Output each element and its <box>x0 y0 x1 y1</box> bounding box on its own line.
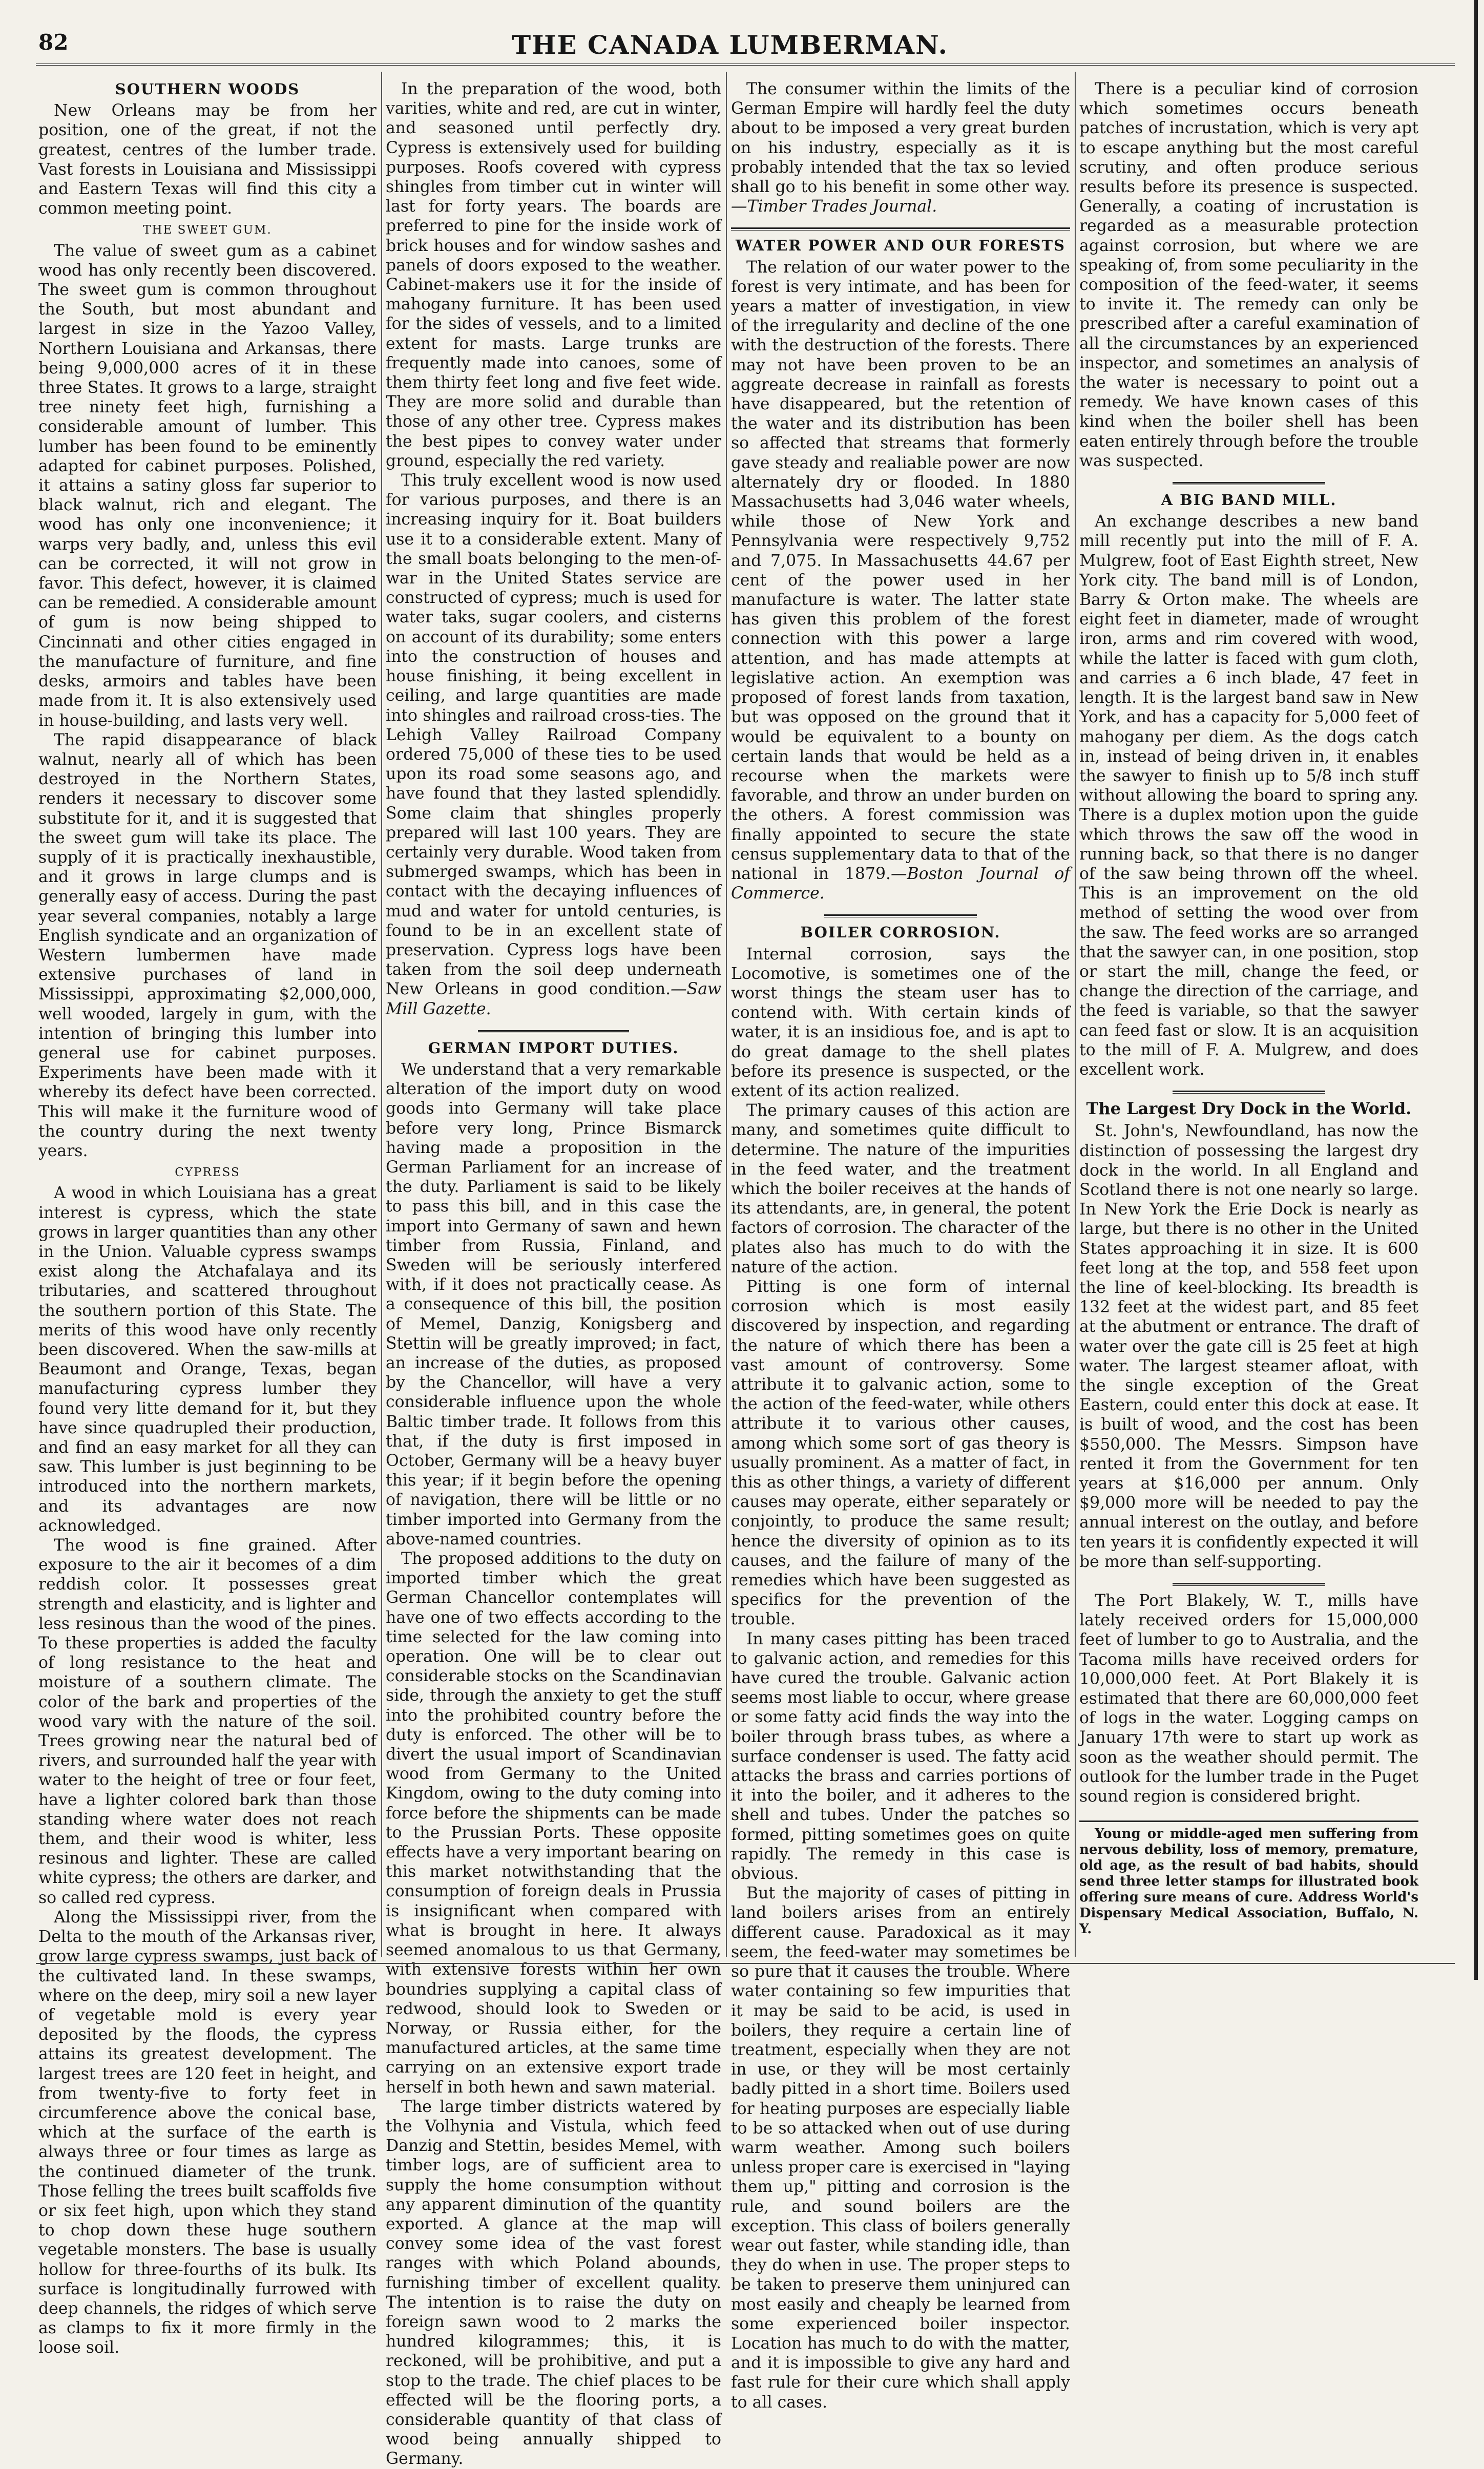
dry-dock-paragraph: St. John's, Newfoundland, has now the distinction of possessing the largest dry dock in the world. In all England and Scotland there is not one nearly so large. In New York the Erie Dock is nearly as large, but there is no other in the United States approaching it in size. It is 600 feet long at the top, and 558 feet upon the line of keel-blocking. Its breadth is 132 feet at the widest part, and 85 feet at the abutment or entrance. The draft of water over the gate cill is 25 feet at high water. The largest steamer afloat, with the single exception of the Great Eastern, could enter this dock at ease. It is built of wood, and the cost has been $550,000. The Messrs. Simpson have rented it from the Government for ten years at $16,000 per annum. Only $9,000 more will be needed to pay the annual interest on the outlay, and before ten years it is confidently expected it will be more than self-supporting. <box>1079 1122 1418 1571</box>
advertisement-text: Young or middle-aged men suffering from nervous debility, loss of memory, premature, old age, as the result of bad habits, should send three letter stamps for illustrated book offering sure means of cure. Address World's Dispensary Medical Association, Buffalo, N. Y. <box>1079 1826 1418 1937</box>
port-blakely-paragraph: The Port Blakely, W. T., mills have lately received orders for 15,000,000 feet of lumber to go to Australia, and the Tacoma mills have received orders for 10,000,000 feet. At Port Blakely it is estimated that there are 60,000,000 feet of logs in the water. Logging camps on January 17th were to start up work as soon as the weather should permit. The outlook for the lumber trade in the Puget sound region is considered bright. <box>1079 1592 1418 1806</box>
page-number: 82 <box>38 30 69 55</box>
southern-woods-intro: New Orleans may be from her position, one of the great, if not the greatest, centres of the lumber trade. Vast forests in Louisiana and Mississippi and Eastern Texas will find this city a common meeting point. <box>38 101 377 218</box>
scan-edge <box>1474 0 1478 1980</box>
article-separator <box>1173 1091 1325 1094</box>
water-power-title: WATER POWER AND OUR FORESTS <box>736 237 1065 255</box>
german-duties-title: GERMAN IMPORT DUTIES. <box>428 1039 679 1057</box>
cypress-paragraph: Along the Mississippi river, from the Delta to the mouth of the Arkansas river, grow large cypress swamps, just back of the cultivated land. In these swamps, where on the deep, miry soil a new layer of vegetable mold is every year deposited by the floods, the cypress attains its greatest development. The largest trees are 120 feet in height, and from twenty-five to forty feet in circumference above the conical base, which at the surface of the earth is always three or four times as large as the continued diameter of the trunk. Those felling the trees built scaffolds five or six feet high, upon which they stand to chop down these huge southern vegetable monsters. The base is usually hollow for three-fourths of its bulk. Its surface is longitudinally furrowed with deep channels, the ridges of which serve as clamps to fix it more firmly in the loose soil. <box>38 1908 377 2357</box>
german-duties-text: The consumer within the limits of the German Empire will hardly feel the duty about to be imposed a very great burden on his industry, especially as it is probably intended that the tax so levied shall go to his benefit in some other way. <box>731 80 1070 197</box>
dry-dock-title: The Largest Dry Dock in the World. <box>1086 1099 1412 1119</box>
cypress-paragraph: A wood in which Louisiana has a great interest is cypress, which the state grows in larger quantities than any other in the Union. Valuable cypress swamps exist along the Atchafalaya and its tributaries, and scattered throughout the southern portion of this State. The merits of this wood have only recently been discovered. When the saw-mills at Beaumont and Orange, Texas, began manufacturing cypress lumber they found very litte demand for it, but they have since quadrupled their production, and find an easy market for all they can saw. This lumber is just beginning to be introduced into the northern markets, and its advantages are now acknowledged. <box>38 1184 377 1535</box>
cypress-paragraph: The wood is fine grained. After exposure to the air it becomes of a dim reddish color. It possesses great strength and elasticity, and is lighter and less resinous than the wood of the pines. To these properties is added the faculty of long resistance to the heat and moisture of a southern climate. The color of the bark and properties of the wood vary with the nature of the soil. Trees growing near the natural bed of rivers, and surrounded half the year with water to the height of tree or four feet, have a lighter colored bark than those standing where water does not reach them, and their wood is whiter, less resinous and lighter. These are called white cypress; the others are darker, and so called red cypress. <box>38 1536 377 1907</box>
german-duties-paragraph <box>731 79 1070 216</box>
column-4 <box>1079 79 1418 1959</box>
cypress-subhead: CYPRESS <box>175 1166 240 1180</box>
footer-rule <box>36 1963 1455 1964</box>
column-2 <box>386 79 721 2468</box>
boiler-paragraph: But the majority of cases of pitting in land boilers arises from an entirely different cause. Paradoxical as it may seem, the feed-water may sometimes be so pure that it causes the trouble. Where water containing so few impurities that it may be said to be acid, is used in boilers, they require a certain line of treatment, especially when they are not in use, or they will be most certainly badly pitted in a short time. Boilers used for heating purposes are especially liable to be so attacked when out of use during warm weather. Among such boilers unless proper care is exercised in "laying them up," pitting and corrosion is the rule, and sound boilers are the exception. This class of boilers generally wear out faster, while standing idle, than they do when in use. The proper steps to be taken to preserve them uninjured can most easily and cheaply be learned from some experienced boiler inspector. Location has much to do with the matter, and it is impossible to give any hard and fast rule for their cure which shall apply to all cases. <box>731 1884 1070 2412</box>
article-separator <box>731 227 1070 231</box>
article-separator <box>478 1030 629 1033</box>
boiler-paragraph: In many cases pitting has been traced to galvanic action, and remedies for this have cured the trouble. Galvanic action seems most liable to occur, where grease or some fatty acid finds the way into the boiler through brass tubes, as where a surface condenser is used. The fatty acid attacks the brass and carries portions of it into the boiler, and it adheres to the shell and tubes. Under the patches so formed, pitting sometimes goes on quite rapidly. The remedy in this case is obvious. <box>731 1629 1070 1884</box>
boiler-paragraph: Internal corrosion, says the Locomotive, is sometimes one of the worst things the steam user has to contend with. With certain kinds of water, it is an insidious foe, and is apt to do great damage to the shell plates before its presence is suspected, or the extent of its action realized. <box>731 945 1070 1100</box>
cypress-paragraph-text: This truly excellent wood is now used for various purposes, and there is an increasing inquiry for it. Boat builders use it to a considerable extent. Many of the small boats belonging to the men-of-war in the United States service are constructed of cypress; much is used for water taks, sugar coolers, and cisterns on account of its durability; some enters into the construction of houses and house finishing, it being excellent in ceiling, and large quantities are made into shingles and railroad cross-ties. The Lehigh Valley Railroad Company ordered 75,000 of these ties to be used upon its road some seasons ago, and have found that they lasted splendidly. Some claim that shingles properly prepared will last 100 years. They are certainly very durable. Wood taken from submerged swamps, which has been in contact with the decaying influences of mud and water for untold centuries, is found to be in an excellent state of preservation. Cypress logs have been taken from the soil deep underneath New Orleans in good condition. <box>386 471 721 999</box>
cypress-paragraph <box>386 471 721 1019</box>
water-power-source: —Boston Journal of Commerce. <box>731 864 1070 903</box>
article-separator <box>824 914 977 917</box>
header-double-rule <box>36 64 1455 66</box>
boiler-corrosion-title: BOILER CORROSION. <box>800 924 1001 941</box>
sweet-gum-paragraph: The value of sweet gum as a cabinet wood has only recently been discovered. The sweet gum is common throughout the South, but most abundant and largest in size in the Yazoo Valley, Northern Louisiana and Arkansas, there being 9,000,000 acres of it in these three States. It grows to a large, straight tree ninety feet high, furnishing a considerable amount of lumber. This lumber has been found to be eminently adapted for cabinet purposes. Polished, it attains a satiny gloss far superior to black walnut, rich and elegant. The wood has only one inconvenience; it warps very badly, and, unless this evil can be corrected, it will not grow in favor. This defect, however, it is claimed can be remedied. A considerable amount of gum is now being shipped to Cincinnati and other cities engaged in the manufacture of furniture, and fine desks, armoirs and tables have been made from it. It is also extensively used in house-building, and lasts very well. <box>38 241 377 730</box>
advertisement <box>1079 1821 1418 1937</box>
page-header <box>38 30 1422 60</box>
column-3 <box>731 79 1070 2412</box>
sweet-gum-subhead: THE SWEET GUM. <box>143 223 272 237</box>
german-duties-paragraph: We understand that a very remarkable alteration of the import duty on wood goods into Germany will take place before very long, Prince Bismarck having made a proposition in the German Parliament for an increase of the duty. Parliament is said to be likely to pass this bill, and in this case the import into Germany of sawn and hewn timber from Russia, Finland, and Sweden will be seriously interfered with, if it does not practically cease. As a consequence of this bill, the position of Memel, Danzig, Konigsberg and Stettin will be greatly improved; in fact, an increase of the duties, as proposed by the Chancellor, will have a very considerable influence upon the whole Baltic timber trade. It follows from this that, if the duty is first imposed in October, Germany will be a heavy buyer this year; if it begin before the opening of navigation, there will be little or no timber imported into Germany from the above-named countries. <box>386 1060 721 1549</box>
southern-woods-title: SOUTHERN WOODS <box>115 80 300 98</box>
boiler-paragraph: Pitting is one form of internal corrosion which is most easily discovered by inspection, and regarding the nature of which there has been a vast amount of controversy. Some attribute it to galvanic action, some to the action of the feed-water, while others attribute it to various other causes, among which some sort of gas theory is usually prominent. As a matter of fact, in this as other things, a variety of different causes may operate, either separately or conjointly, to produce the same result; hence the diversity of opinion as to its causes, and the failure of many of the remedies which have been suggested as specifics for the prevention of the trouble. <box>731 1277 1070 1629</box>
article-separator <box>1173 1583 1325 1586</box>
band-mill-title: A BIG BAND MILL. <box>1161 491 1337 509</box>
german-duties-paragraph: The large timber districts watered by the Volhynia and Vistula, which feed Danzig and Stettin, besides Memel, with timber logs, are of sufficient area to supply the home consumption without any apparent diminution of the quantity exported. A glance at the map will convey some idea of the vast forest ranges with which Poland abounds, furnishing timber of excellent quality. The intention is to raise the duty on foreign sawn wood to 2 marks the hundred kilogrammes; this, it is reckoned, will be prohibitive, and put a stop to the trade. The chief places to be effected will be the flooring ports, a considerable quantity of that class of wood being annually shipped to Germany. <box>386 2097 721 2468</box>
water-power-paragraph <box>731 258 1070 904</box>
masthead-title: THE CANADA LUMBERMAN. <box>512 30 948 60</box>
boiler-paragraph: The primary causes of this action are many, and sometimes quite difficult to determine. The nature of the impurities in the feed water, and the treatment which the boiler receives at the hands of its attendants, are, in general, the potent factors of corrosion. The character of the plates also has much to do with the nature of the action. <box>731 1101 1070 1277</box>
band-mill-paragraph: An exchange describes a new band mill recently put into the mill of F. A. Mulgrew, foot of East Eighth street, New York city. The band mill is of London, Barry & Orton make. The wheels are eight feet in diameter, made of wrought iron, arms and rim covered with wood, while the latter is faced with gum cloth, and carries a 6 inch blade, 47 feet in length. It is the largest band saw in New York, and has a capacity for 5,000 feet of mahogany per diem. As the dogs catch in, instead of being driven in, it enables the sawyer to finish up to 5/8 inch stuff without allowing the board to spring any. There is a duplex motion upon the guide which throws the saw off the wood in running back, so that there is no danger of the saw being thrown off the wheel. This is an improvement on the old method of setting the wood over from the saw. The feed works are so arranged that the sawyer can, in one position, stop or start the mill, change the feed, or change the direction of the carriage, and the feed is variable, so that the sawyer can feed fast or slow. It is an acquisition to the mill of F. A. Mulgrew, and does excellent work. <box>1079 512 1418 1079</box>
sweet-gum-paragraph: The rapid disappearance of black walnut, nearly all of which has been destroyed in the Northern States, renders it necessary to discover some substitute for it, and it is suggested that the sweet gum will take its place. The supply of it is practically inexhaustible, and it grows in large clumps and is generally easy of access. During the past year several companies, notably a large English syndicate and an organization of Western lumbermen have made extensive purchases of land in Mississippi, approximating $2,000,000, well wooded, largely in gum, with the intention of bringing this lumber into general use for cabinet purposes. Experiments have been made with it whereby its defect have been corrected. This will make it the furniture wood of the country during the next twenty years. <box>38 730 377 1160</box>
column-1 <box>38 79 377 2357</box>
column-divider <box>381 72 382 1957</box>
column-divider <box>726 72 727 1957</box>
german-duties-paragraph: The proposed additions to the duty on imported timber which the great German Chancellor contemplates will have one of two effects according to the time selected for the law coming into operation. One will be to clear out considerable stocks on the Scandinavian side, through the anxiety to get the stuff into the prohibited country before the duty is enforced. The other will be to divert the usual import of Scandinavian wood from Germany to the United Kingdom, owing to the duty coming into force before the shipments can be made to the Prussian Ports. These opposite effects have a very important bearing on this market notwithstanding that the consumption of foreign deals in Prussia is insignificant when compared with what is brought in here. It always seemed anomalous to us that Germany, with extensive forests within her own boundries supplying a capital class of redwood, should look to Sweden or Norway, or Russia either, for the manufactured articles, at the same time carrying on an extensive export trade herself in both hewn and sawn material. <box>386 1550 721 2097</box>
article-separator <box>1173 482 1325 485</box>
german-duties-source: —Timber Trades Journal. <box>731 197 937 216</box>
boiler-paragraph: There is a peculiar kind of corrosion which sometimes occurs beneath patches of incrustation, which is very apt to escape anything but the most careful scrutiny, and often produce serious results before its presence is suspected. Generally, a coating of incrustation is regarded as a measurable protection against corrosion, but where we are speaking of, from some peculiarity in the composition of the feed-water, it seems to invite it. The remedy can only be prescribed after a careful examination of all the circumstances by an experienced inspector, and sometimes an analysis of the water is necessary to point out a remedy. We have known cases of this kind when the boiler shell has been eaten entirely through before the trouble was suspected. <box>1079 80 1418 470</box>
column-divider <box>1075 72 1076 1957</box>
southern-woods-source: —Saw Mill Gazette. <box>386 980 721 1018</box>
water-power-text: The relation of our water power to the forest is very intimate, and has been for years a matter of investigation, in view of the irregularity and decline of the one with the destruction of the forests. There may not have been proven to be an aggreate decrease in rainfall as forests have disappeared, but the retention of the water and its distribution has been so affected that streams that formerly gave steady and realiable power are now alternately dry or flooded. In 1880 Massachusetts had 3,046 water wheels, while those of New York and Pennsylvania were respectively 9,752 and 7,075. In Massachusetts 44.67 per cent of the power used in her manufacture is water. The latter state has given this problem of the forest connection with this power a large attention, and has made attempts at legislative action. An exemption was proposed of forest lands from taxation, but was opposed on the ground that it would be equivalent to a bounty on certain lands that would be held as a recourse when the markets were favorable, and throw an under burden on the others. A forest commission was finally appointed to secure the state census supplementary data to that of the national in 1879. <box>731 258 1070 883</box>
cypress-paragraph: In the preparation of the wood, both varities, white and red, are cut in winter, and seasoned until perfectly dry. Cypress is extensively used for building purposes. Roofs covered with cypress shingles from timber cut in winter will last for forty years. The boards are preferred to pine for the inside work of brick houses and for window sashes and panels of doors exposed to the weather. Cabinet-makers use it for the inside of mahogany furniture. It has been used for the sides of vessels, and to a limited extent for masts. Large trunks are frequently made into canoes, some of them thirty feet long and five feet wide. They are more solid and durable than those of any other tree. Cypress makes the best pipes to convey water under ground, especially the red variety. <box>386 80 721 470</box>
